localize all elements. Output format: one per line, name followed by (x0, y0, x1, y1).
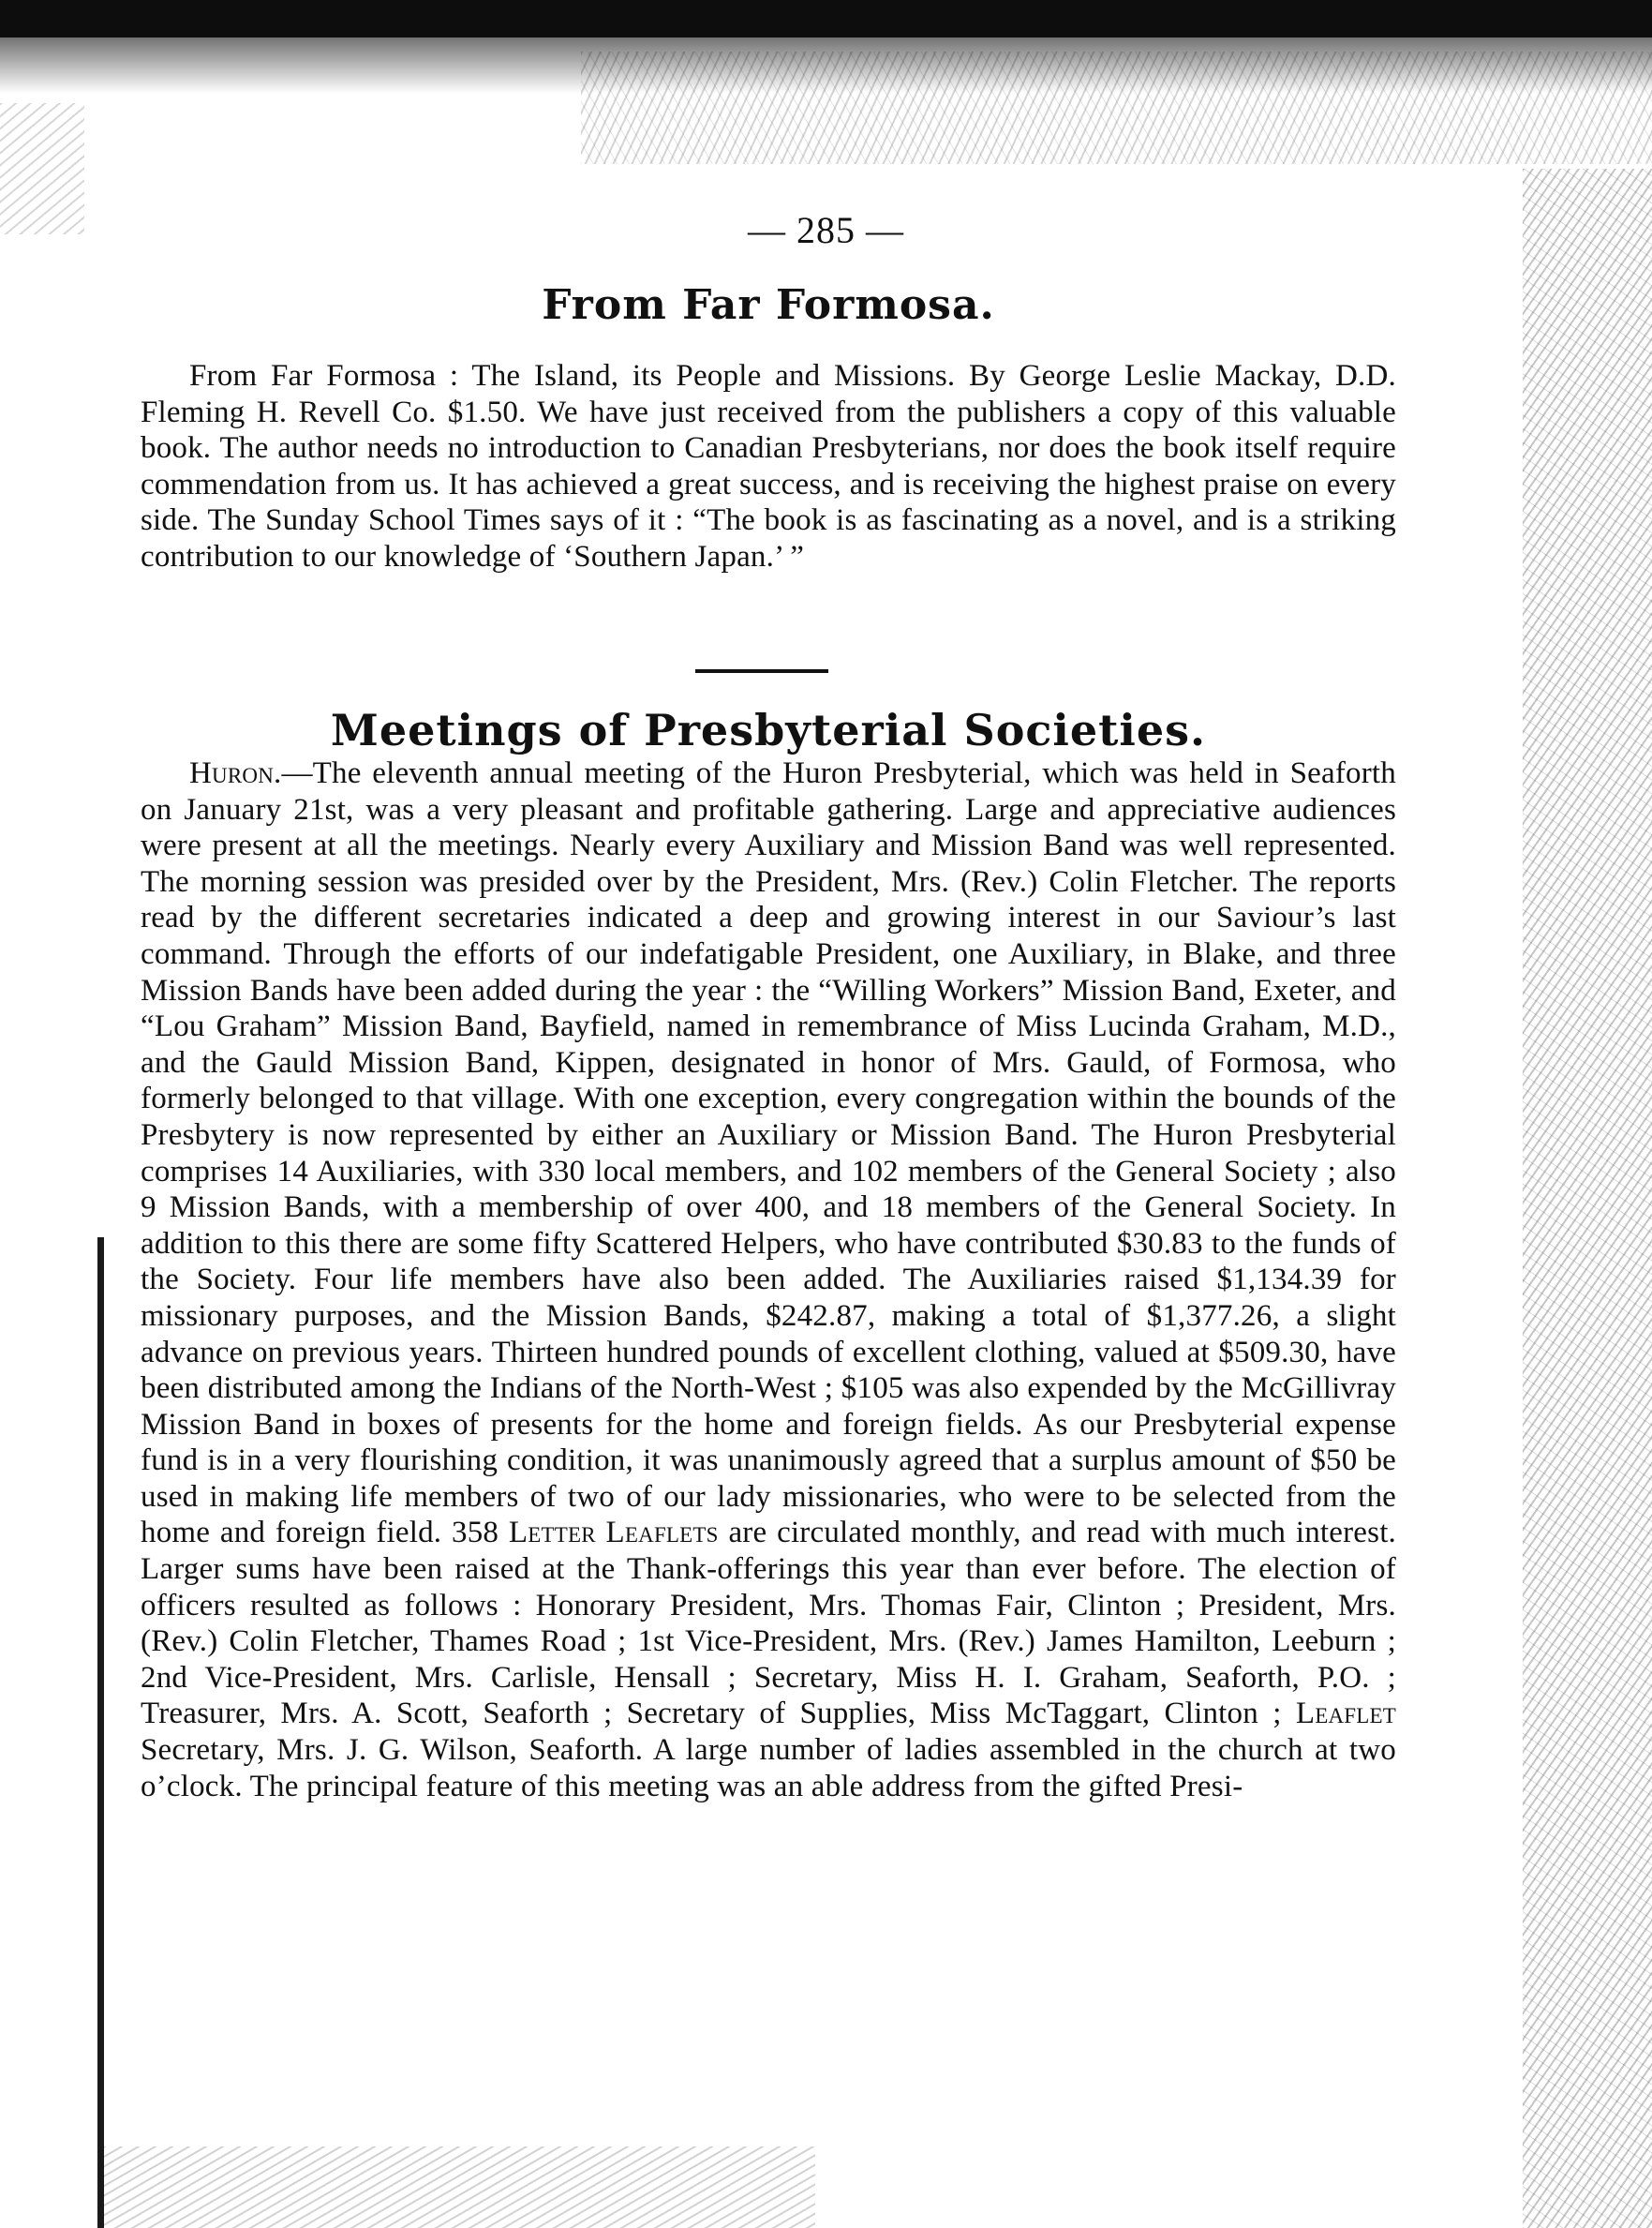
scan-left-margin-line (97, 1237, 104, 2228)
huron-lead-word: Huron. (189, 756, 282, 790)
section-title-from-far-formosa: From Far Formosa. (542, 281, 995, 329)
huron-report-text-final: Secretary, Mrs. J. G. Wilson, Seaforth. A large number of ladies assembled in the church at two o’clock. The principal feature of this meeting was an able address from the gifted Presi- (141, 1733, 1396, 1803)
huron-report-paragraph (141, 755, 1396, 1804)
page-number: — 285 — (748, 209, 904, 251)
scan-top-noise (581, 52, 1652, 164)
scan-bottom-noise (103, 2146, 815, 2228)
scan-top-border (0, 0, 1652, 37)
leaflet-term: Leaflet (1295, 1697, 1397, 1731)
huron-report-text: —The eleventh annual meeting of the Huron Presbyterial, which was held in Seaforth on January 21st, was a very pleasant and profitable gathering. Large and appreciative audiences were present at all the meetings. Nearly every Auxiliary and Mission Band was well represented. The morning session was presided over by the President, Mrs. (Rev.) Colin Fletcher. The reports read by the different secretaries indicated a deep and growing interest in our Saviour’s last command. Through the efforts of our indefatigable President, one Auxiliary, in Blake, and three Mission Bands have been added during the year : the “Willing Workers” Mission Band, Exeter, and “Lou Graham” Mission Band, Bayfield, named in remembrance of Miss Lucinda Graham, M.D., and the Gauld Mission Band, Kippen, designated in honor of Mrs. Gauld, of Formosa, who formerly belonged to that village. With one exception, every congregation within the bounds of the Presbytery is now represented by either an Auxiliary or Mission Band. The Huron Presbyterial comprises 14 Auxiliaries, with 330 local members, and 102 members of the General Society ; also 9 Mission Bands, with a membership of over 400, and 18 members of the General Society. In addition to this there are some fifty Scattered Helpers, who have contributed $30.83 to the funds of the Society. Four life members have also been added. The Auxiliaries raised $1,134.39 for missionary purposes, and the Mission Bands, $242.87, making a total of $1,377.26, a slight advance on previous years. Thirteen hundred pounds of excellent clothing, valued at $509.30, have been distributed among the Indians of the North-West ; $105 was also expended by the McGillivray Mission Band in boxes of presents for the home and foreign fields. As our Presbyterial expense fund is in a very flourishing condition, it was unanimously agreed that a surplus amount of $50 be used in making life members of two of our lady missionaries, who were to be selected from the home and foreign field. 358 (141, 756, 1396, 1550)
letter-leaflets-term: Letter Leaflets (508, 1516, 719, 1550)
book-notice-paragraph: From Far Formosa : The Island, its People and Missions. By George Leslie Mackay, D.D. Fleming H. Revell Co. $1.50. We have just received from the publishers a copy of this valuable book. The author needs no introduction to Canadian Presbyterians, nor does the book itself require commendation from us. It has achieved a great success, and is receiving the highest praise on every side. The Sunday School Times says of it : “The book is as fascinating as a novel, and is a striking contribution to our knowledge of ‘Southern Japan.’ ” (141, 359, 1396, 574)
scan-right-edge-noise (1523, 169, 1652, 2228)
section-divider (695, 669, 828, 673)
section-title-presbyterial-meetings: Meetings of Presbyterial Societies. (330, 705, 1207, 755)
huron-report-text-continued: are circulated monthly, and read with much interest. Larger sums have been raised at the Thank-offerings this year than ever before. The election of officers resulted as follows : Honorary President, Mrs. Thomas Fair, Clinton ; President, Mrs. (Rev.) Colin Fletcher, Thames Road ; 1st Vice-President, Mrs. (Rev.) James Hamilton, Leeburn ; 2nd Vice-President, Mrs. Carlisle, Hensall ; Secretary, Miss H. I. Graham, Seaforth, P.O. ; Treasurer, Mrs. A. Scott, Seaforth ; Secretary of Supplies, Miss McTaggart, Clinton ; (141, 1516, 1397, 1731)
